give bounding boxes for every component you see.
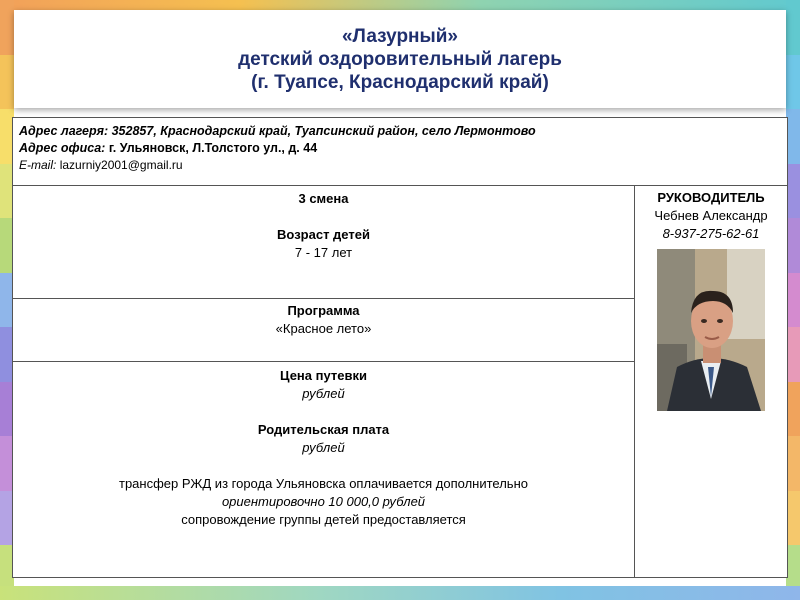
top-decor-band — [0, 0, 800, 10]
title-line-2: детский оздоровительный лагерь — [238, 48, 562, 70]
program-cell — [13, 299, 635, 362]
program-value: «Красное лето» — [275, 321, 372, 336]
transfer-amount: ориентировочно 10 000,0 рублей — [221, 494, 426, 509]
director-name: Чебнев Александр — [654, 208, 768, 223]
director-phone: 8-937-275-62-61 — [662, 226, 760, 241]
bottom-decor-band — [0, 586, 800, 600]
price-label: Цена путевки — [280, 368, 367, 383]
camp-address-label: Адрес лагеря: — [19, 124, 109, 138]
right-decor-stripes — [786, 0, 800, 600]
email-row — [19, 157, 781, 174]
office-address-label: Адрес офиса: — [19, 141, 106, 155]
escort-note: сопровождение группы детей предоставляется — [181, 512, 466, 527]
parent-fee-unit: рублей — [302, 440, 345, 455]
program-label: Программа — [287, 303, 360, 318]
price-unit: рублей — [302, 386, 345, 401]
email-value[interactable]: lazurniy2001@gmail.ru — [59, 158, 183, 172]
title-line-3: (г. Туапсе, Краснодарский край) — [251, 71, 549, 93]
shift-cell — [13, 186, 635, 299]
office-address-value: г. Ульяновск, Л.Толстого ул., д. 44 — [108, 141, 318, 155]
camp-address-row — [19, 123, 781, 140]
age-value: 7 - 17 лет — [294, 245, 353, 260]
director-title: РУКОВОДИТЕЛЬ — [657, 190, 765, 205]
transfer-note: трансфер РЖД из города Ульяновска оплачивается дополнительно — [119, 476, 528, 491]
address-cell — [13, 118, 788, 186]
office-address-row — [19, 140, 781, 157]
title-banner — [14, 10, 786, 108]
email-label: E-mail: — [19, 158, 57, 172]
camp-address-value: 352857, Краснодарский край, Туапсинский район, село Лермонтово — [111, 124, 536, 138]
shift-title: 3 смена — [298, 191, 349, 206]
info-table — [12, 117, 788, 578]
title-line-1: «Лазурный» — [341, 25, 458, 47]
director-cell — [635, 186, 788, 578]
price-cell — [13, 362, 635, 578]
parent-fee-label: Родительская плата — [257, 422, 390, 437]
age-label: Возраст детей — [277, 227, 370, 242]
director-photo — [657, 249, 765, 411]
